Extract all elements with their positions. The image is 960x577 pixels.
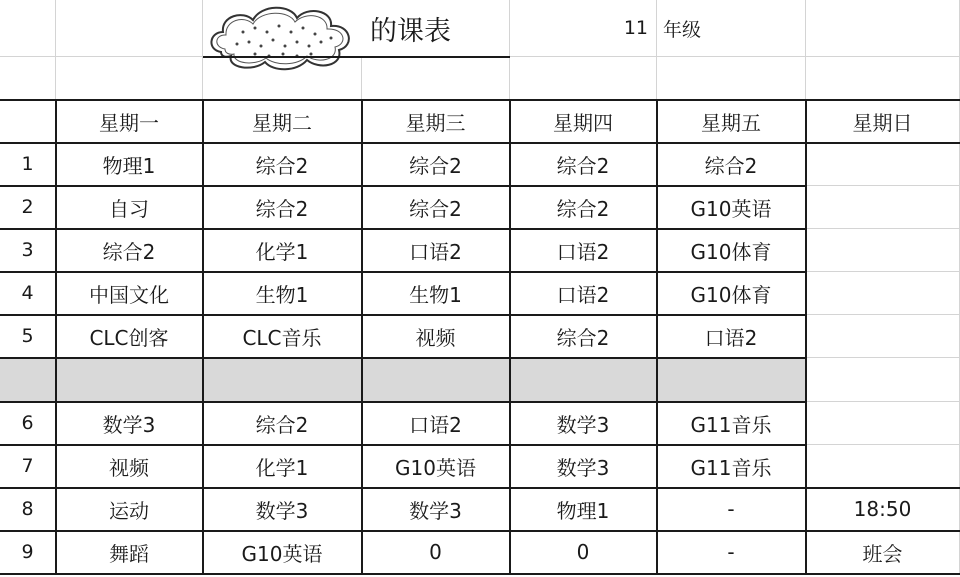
schedule-cell[interactable]: 生物1 <box>362 272 510 315</box>
grid-cell[interactable] <box>56 0 203 57</box>
grid-cell[interactable] <box>510 57 657 100</box>
grade-number-cell[interactable]: 11 <box>510 0 657 57</box>
table-border <box>0 530 806 532</box>
schedule-cell[interactable]: 18:50 <box>806 488 960 531</box>
schedule-cell[interactable]: 物理1 <box>56 143 203 186</box>
schedule-cell[interactable]: G10体育 <box>657 272 806 315</box>
row-number-header[interactable] <box>0 100 56 143</box>
grid-cell[interactable] <box>806 57 960 100</box>
grid-cell[interactable] <box>806 0 960 57</box>
table-border <box>0 487 806 489</box>
grid-cell[interactable] <box>657 57 806 100</box>
schedule-cell[interactable]: 口语2 <box>510 229 657 272</box>
schedule-cell[interactable]: 综合2 <box>510 315 657 358</box>
schedule-cell[interactable]: 数学3 <box>510 445 657 488</box>
schedule-cell[interactable]: 班会 <box>806 531 960 574</box>
schedule-cell[interactable]: 口语2 <box>510 272 657 315</box>
schedule-cell[interactable]: G11音乐 <box>657 445 806 488</box>
grid-cell[interactable] <box>362 0 510 57</box>
schedule-cell[interactable]: - <box>657 488 806 531</box>
row-number-cell[interactable]: 6 <box>0 402 56 445</box>
schedule-cell[interactable]: 综合2 <box>510 186 657 229</box>
schedule-cell[interactable]: 数学3 <box>56 402 203 445</box>
table-border <box>0 314 806 316</box>
schedule-cell[interactable]: 口语2 <box>362 402 510 445</box>
redaction-cloud-sticker <box>203 2 359 72</box>
schedule-cell[interactable]: 数学3 <box>510 402 657 445</box>
schedule-cell[interactable] <box>362 358 510 402</box>
schedule-cell[interactable]: 综合2 <box>203 186 362 229</box>
table-border <box>361 100 363 574</box>
table-border <box>0 573 806 575</box>
schedule-cell[interactable] <box>806 229 960 272</box>
table-border <box>806 487 960 489</box>
grid-cell[interactable] <box>0 57 56 100</box>
schedule-cell[interactable]: G11音乐 <box>657 402 806 445</box>
table-border <box>806 530 960 532</box>
table-border <box>0 99 960 101</box>
table-border <box>0 271 806 273</box>
schedule-cell[interactable] <box>806 186 960 229</box>
schedule-cell[interactable] <box>806 402 960 445</box>
grid-cell[interactable] <box>362 57 510 100</box>
header-cell[interactable]: 星期四 <box>510 100 657 143</box>
row-number-cell[interactable] <box>0 358 56 402</box>
schedule-cell[interactable]: 0 <box>362 531 510 574</box>
schedule-cell[interactable]: CLC创客 <box>56 315 203 358</box>
table-border <box>0 185 806 187</box>
row-number-cell[interactable]: 7 <box>0 445 56 488</box>
schedule-cell[interactable] <box>806 445 960 488</box>
row-number-cell[interactable]: 3 <box>0 229 56 272</box>
table-border <box>0 142 960 144</box>
schedule-cell[interactable] <box>806 358 960 402</box>
schedule-cell[interactable]: 物理1 <box>510 488 657 531</box>
grade-label-cell[interactable]: 年级 <box>657 0 806 57</box>
header-cell[interactable]: 星期一 <box>56 100 203 143</box>
schedule-cell[interactable] <box>657 358 806 402</box>
schedule-cell[interactable]: 化学1 <box>203 229 362 272</box>
schedule-cell[interactable]: 0 <box>510 531 657 574</box>
schedule-cell[interactable]: 综合2 <box>362 143 510 186</box>
schedule-cell[interactable]: 口语2 <box>657 315 806 358</box>
row-number-cell[interactable]: 9 <box>0 531 56 574</box>
schedule-cell[interactable]: 自习 <box>56 186 203 229</box>
table-border <box>203 56 510 58</box>
schedule-cell[interactable] <box>806 315 960 358</box>
schedule-cell[interactable]: 综合2 <box>510 143 657 186</box>
schedule-cell[interactable]: 综合2 <box>657 143 806 186</box>
table-border <box>55 100 57 574</box>
header-cell[interactable]: 星期日 <box>806 100 960 143</box>
table-border <box>0 357 806 359</box>
schedule-cell[interactable]: 生物1 <box>203 272 362 315</box>
header-cell[interactable]: 星期五 <box>657 100 806 143</box>
schedule-cell[interactable]: CLC音乐 <box>203 315 362 358</box>
table-border <box>202 100 204 574</box>
schedule-cell[interactable]: 中国文化 <box>56 272 203 315</box>
header-cell[interactable]: 星期二 <box>203 100 362 143</box>
schedule-cell[interactable] <box>806 143 960 186</box>
schedule-cell[interactable]: 化学1 <box>203 445 362 488</box>
title-suffix-cell[interactable]: 的课表 <box>362 0 510 57</box>
grid-cell[interactable] <box>56 57 203 100</box>
table-border <box>806 573 960 575</box>
table-border <box>805 100 807 574</box>
schedule-cell[interactable]: 数学3 <box>362 488 510 531</box>
schedule-cell[interactable]: 视频 <box>362 315 510 358</box>
schedule-cell[interactable] <box>806 272 960 315</box>
schedule-cell[interactable]: G10英语 <box>657 186 806 229</box>
schedule-cell[interactable]: - <box>657 531 806 574</box>
schedule-cell[interactable] <box>203 358 362 402</box>
row-number-cell[interactable]: 1 <box>0 143 56 186</box>
schedule-cell[interactable]: 综合2 <box>203 402 362 445</box>
table-border <box>0 228 806 230</box>
schedule-cell[interactable]: 数学3 <box>203 488 362 531</box>
header-cell[interactable]: 星期三 <box>362 100 510 143</box>
schedule-cell[interactable] <box>56 358 203 402</box>
grid-cell[interactable] <box>0 0 56 57</box>
schedule-cell[interactable]: 综合2 <box>362 186 510 229</box>
schedule-cell[interactable]: G10英语 <box>362 445 510 488</box>
row-number-cell[interactable]: 8 <box>0 488 56 531</box>
table-border <box>0 401 806 403</box>
schedule-cell[interactable]: 视频 <box>56 445 203 488</box>
schedule-cell[interactable]: 运动 <box>56 488 203 531</box>
row-number-cell[interactable]: 5 <box>0 315 56 358</box>
schedule-cell[interactable]: 综合2 <box>203 143 362 186</box>
table-border <box>0 444 806 446</box>
schedule-cell[interactable] <box>510 358 657 402</box>
schedule-cell[interactable]: 舞蹈 <box>56 531 203 574</box>
schedule-cell[interactable]: G10英语 <box>203 531 362 574</box>
schedule-cell[interactable]: G10体育 <box>657 229 806 272</box>
schedule-cell[interactable]: 综合2 <box>56 229 203 272</box>
row-number-cell[interactable]: 4 <box>0 272 56 315</box>
table-border <box>656 100 658 574</box>
row-number-cell[interactable]: 2 <box>0 186 56 229</box>
schedule-cell[interactable]: 口语2 <box>362 229 510 272</box>
table-border <box>509 100 511 574</box>
